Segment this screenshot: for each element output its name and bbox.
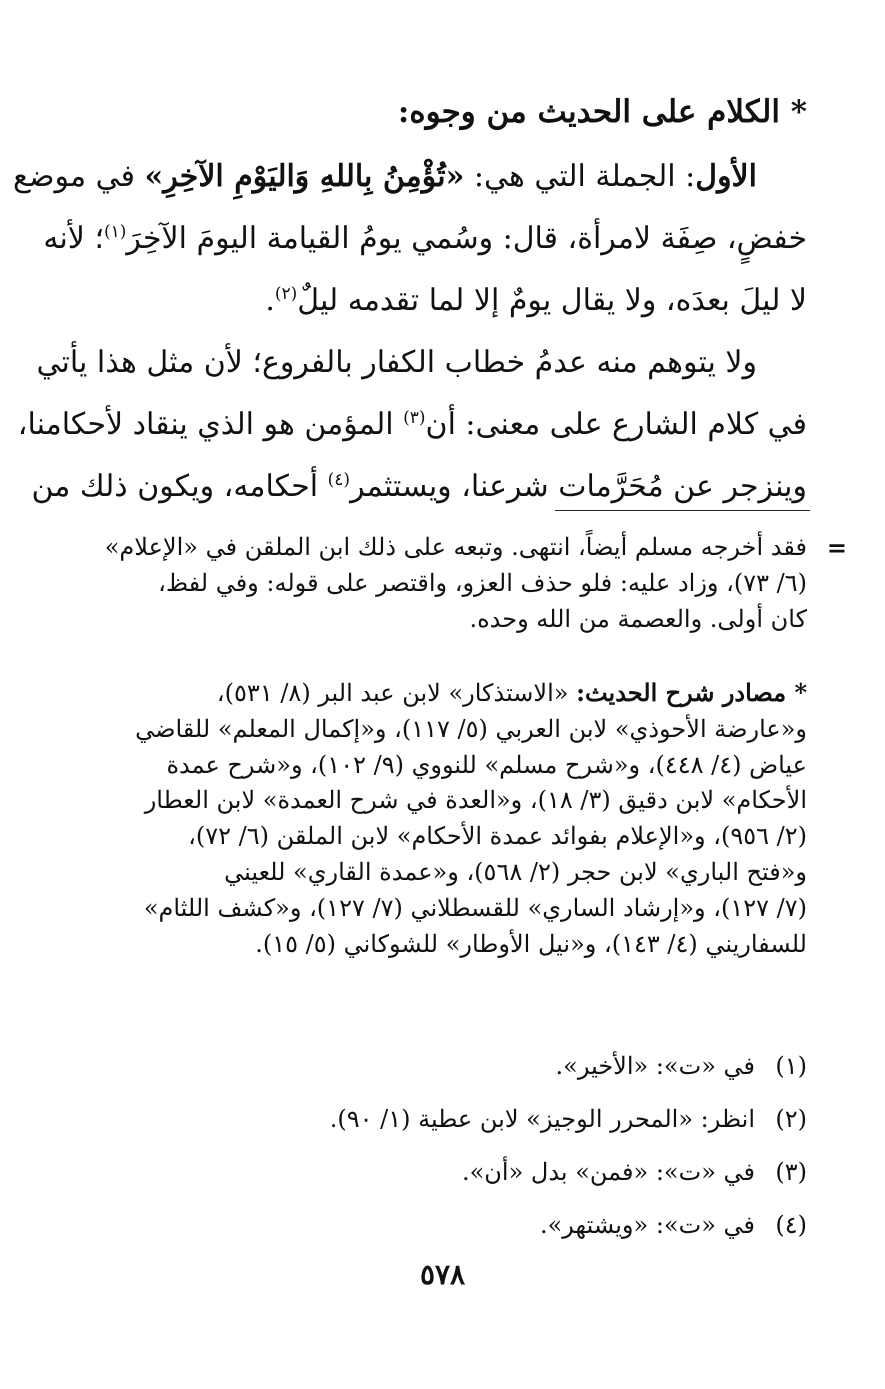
footnote-line: و«عارضة الأحوذي» لابن العربي (٥/ ١١٧)، و«إكمال المعلم» للقاضي <box>135 714 807 743</box>
text-run: ؛ لأنه <box>43 221 104 256</box>
footnote-ref-4[interactable]: (٤) <box>327 470 351 490</box>
text-run: في موضع <box>13 159 145 194</box>
paragraph-line <box>31 456 807 518</box>
footnote-text: في «ت»: «الأخير». <box>555 1052 755 1080</box>
section-heading: * الكلام على الحديث من وجوه: <box>397 94 807 130</box>
footnote-line: (٦/ ٧٣)، وزاد عليه: فلو حذف العزو، واقتصر على قوله: وفي لفظ، <box>158 568 807 597</box>
text-run: : الجملة التي هي: <box>464 159 696 194</box>
footnote-text: انظر: «المحرر الوجيز» لابن عطية (١/ ٩٠). <box>329 1105 755 1133</box>
footnote-ref-3[interactable]: (٣) <box>403 408 426 428</box>
text-run: وينزجر عن مُحَرَّمات شرعنا، ويستثمر <box>350 469 807 504</box>
footnote-line: (٢/ ٩٥٦)، و«الإعلام بفوائد عمدة الأحكام» لابن الملقن (٦/ ٧٢)، <box>188 822 807 851</box>
text-run: في كلام الشارع على معنى: أن <box>425 407 807 442</box>
footnote-item <box>72 1199 807 1252</box>
text-run: المؤمن هو الذي ينقاد لأحكامنا، <box>17 407 404 442</box>
footnote-line: عياض (٤/ ٤٤٨)، و«شرح مسلم» للنووي (٩/ ١٠٢)، و«شرح عمدة <box>166 750 807 779</box>
paragraph-line <box>77 270 807 332</box>
paragraph-line <box>17 394 807 456</box>
sources-label: * مصادر شرح الحديث: <box>576 678 807 707</box>
text-run: خفضٍ، صِفَة لامرأة، قال: وسُمي يومُ القيامة اليومَ الآخِرَ <box>126 221 807 256</box>
paragraph-line <box>13 146 807 208</box>
paragraph-first-aspect <box>13 146 807 332</box>
footnote-line: و«فتح الباري» لابن حجر (٢/ ٥٦٨)، و«عمدة القاري» للعيني <box>224 857 807 886</box>
footnote-ref-1[interactable]: (١) <box>104 222 127 242</box>
footnote-line: فقد أخرجه مسلم أيضاً، انتهى. وتبعه على ذلك ابن الملقن في «الإعلام» <box>104 533 807 561</box>
continuation-marker: = <box>826 533 847 562</box>
commentary-sources <box>72 675 807 962</box>
footnotes-list <box>72 1040 807 1252</box>
footnote-text: في «ت»: «ويشتهر». <box>539 1211 755 1239</box>
page-number: ٥٧٨ <box>419 1258 466 1291</box>
footnote-number: (٢) <box>775 1105 807 1133</box>
text-run: «الاستذكار» لابن عبد البر (٨/ ٥٣١)، <box>216 679 577 707</box>
footnote-item <box>72 1040 807 1093</box>
footnote-number: (٣) <box>775 1158 807 1186</box>
quran-quote: «تُؤْمِنُ بِاللهِ وَاليَوْمِ الآخِرِ» <box>144 159 465 194</box>
footnote-number: (١) <box>775 1052 807 1080</box>
footnote-line <box>72 675 807 712</box>
footnote-item <box>72 1146 807 1199</box>
paragraph-commentary <box>17 332 807 518</box>
paragraph-line: ولا يتوهم منه عدمُ خطاب الكفار بالفروع؛ لأن مثل هذا يأتي <box>36 345 757 380</box>
text-run: لا ليلَ بعدَه، ولا يقال يومٌ إلا لما تقدمه ليلٌ <box>297 283 807 318</box>
footnote-ref-2[interactable]: (٢) <box>274 284 298 304</box>
footnote-text: في «ت»: «فمن» بدل «أن». <box>461 1158 755 1186</box>
footnote-line: الأحكام» لابن دقيق (٣/ ١٨)، و«العدة في شرح العمدة» لابن العطار <box>144 786 807 815</box>
footnote-line: كان أولى. والعصمة من الله وحده. <box>469 604 807 633</box>
footnote-continuation <box>72 530 847 637</box>
footnote-line: للسفاريني (٤/ ١٤٣)، و«نيل الأوطار» للشوكاني (٥/ ١٥). <box>255 929 807 958</box>
text-run: أحكامه، ويكون ذلك من <box>31 469 328 504</box>
aspect-label: الأول <box>695 159 757 194</box>
footnote-item <box>72 1093 807 1146</box>
paragraph-line <box>43 208 807 270</box>
text-run: . <box>265 283 275 318</box>
footnote-number: (٤) <box>775 1211 807 1239</box>
footnote-divider <box>555 510 810 511</box>
footnote-line: (٧/ ١٢٧)، و«إرشاد الساري» للقسطلاني (٧/ ١٢٧)، و«كشف اللثام» <box>143 893 807 922</box>
